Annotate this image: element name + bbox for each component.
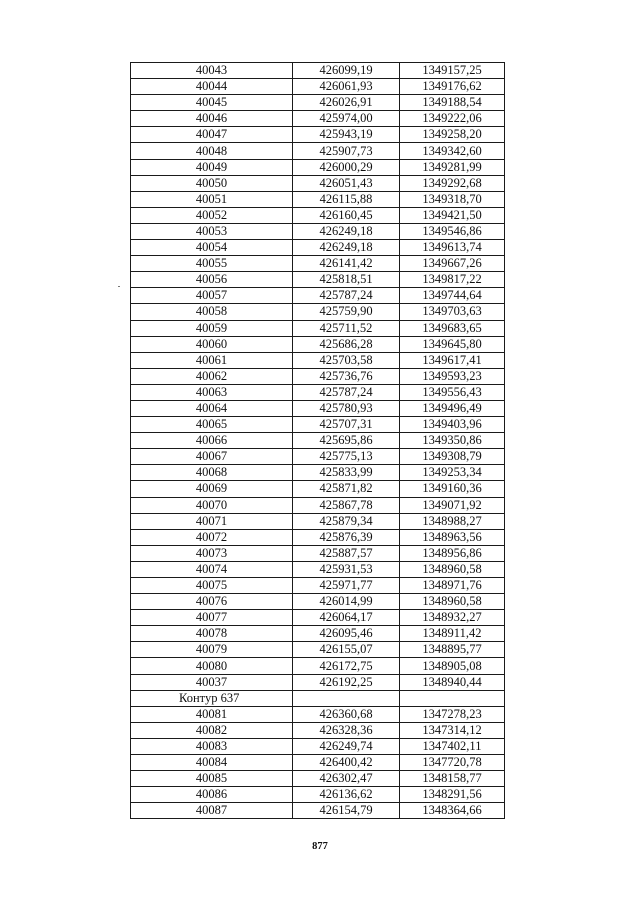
point-id-cell: 40080 (131, 658, 293, 674)
table-row (131, 803, 505, 819)
point-id-cell: 40053 (131, 223, 293, 239)
y-coordinate-cell: 1348905,08 (400, 658, 505, 674)
table-row (131, 256, 505, 272)
table-row (131, 175, 505, 191)
table-row (131, 352, 505, 368)
y-coordinate-cell: 1349683,65 (400, 320, 505, 336)
table-row (131, 449, 505, 465)
y-coordinate-cell: 1349593,23 (400, 368, 505, 384)
table-row (131, 304, 505, 320)
point-id-cell: 40046 (131, 111, 293, 127)
table-row (131, 433, 505, 449)
x-coordinate-cell: 425876,39 (293, 529, 400, 545)
point-id-cell: 40079 (131, 642, 293, 658)
table-row (131, 159, 505, 175)
x-coordinate-cell: 426155,07 (293, 642, 400, 658)
point-id-cell: 40050 (131, 175, 293, 191)
table-row (131, 384, 505, 400)
point-id-cell: 40062 (131, 368, 293, 384)
x-coordinate-cell: 425879,34 (293, 513, 400, 529)
y-coordinate-cell: 1348988,27 (400, 513, 505, 529)
point-id-cell: 40058 (131, 304, 293, 320)
x-coordinate-cell: 426160,45 (293, 207, 400, 223)
section-row (131, 690, 505, 706)
point-id-cell: 40087 (131, 803, 293, 819)
table-row (131, 513, 505, 529)
table-row (131, 143, 505, 159)
y-coordinate-cell: 1349071,92 (400, 497, 505, 513)
y-coordinate-cell: 1349546,86 (400, 223, 505, 239)
x-coordinate-cell: 426136,62 (293, 787, 400, 803)
y-coordinate-cell: 1348911,42 (400, 626, 505, 642)
x-coordinate-cell: 426400,42 (293, 755, 400, 771)
scan-speck (118, 286, 120, 287)
x-coordinate-cell: 426051,43 (293, 175, 400, 191)
x-coordinate-cell: 426061,93 (293, 79, 400, 95)
point-id-cell: 40072 (131, 529, 293, 545)
y-coordinate-cell: 1349176,62 (400, 79, 505, 95)
y-coordinate-cell: 1348971,76 (400, 578, 505, 594)
y-coordinate-cell: 1348158,77 (400, 771, 505, 787)
point-id-cell: 40047 (131, 127, 293, 143)
x-coordinate-cell: 426360,68 (293, 706, 400, 722)
table-row (131, 626, 505, 642)
point-id-cell: 40044 (131, 79, 293, 95)
point-id-cell: 40043 (131, 63, 293, 79)
table-row (131, 722, 505, 738)
y-coordinate-cell: 1348960,58 (400, 561, 505, 577)
x-coordinate-cell: 425759,90 (293, 304, 400, 320)
table-row (131, 207, 505, 223)
point-id-cell: 40086 (131, 787, 293, 803)
table-row (131, 368, 505, 384)
point-id-cell: 40049 (131, 159, 293, 175)
table-row (131, 578, 505, 594)
point-id-cell: 40057 (131, 288, 293, 304)
y-coordinate-cell: 1349403,96 (400, 417, 505, 433)
table-row (131, 288, 505, 304)
y-coordinate-cell: 1349160,36 (400, 481, 505, 497)
x-coordinate-cell: 426000,29 (293, 159, 400, 175)
table-row (131, 658, 505, 674)
table-row (131, 127, 505, 143)
y-coordinate-cell: 1349613,74 (400, 240, 505, 256)
table-row (131, 706, 505, 722)
y-coordinate-cell: 1348895,77 (400, 642, 505, 658)
table-row (131, 594, 505, 610)
x-coordinate-cell: 425907,73 (293, 143, 400, 159)
x-coordinate-cell: 425686,28 (293, 336, 400, 352)
point-id-cell: 40074 (131, 561, 293, 577)
point-id-cell: 40056 (131, 272, 293, 288)
y-coordinate-cell: 1347278,23 (400, 706, 505, 722)
y-coordinate-cell: 1348940,44 (400, 674, 505, 690)
point-id-cell: 40068 (131, 465, 293, 481)
y-coordinate-cell: 1348963,56 (400, 529, 505, 545)
x-coordinate-cell: 426141,42 (293, 256, 400, 272)
point-id-cell: 40066 (131, 433, 293, 449)
point-id-cell: 40083 (131, 738, 293, 754)
table-row (131, 79, 505, 95)
table-row (131, 771, 505, 787)
y-coordinate-cell: 1348956,86 (400, 545, 505, 561)
x-coordinate-cell: 426154,79 (293, 803, 400, 819)
y-coordinate-cell: 1349342,60 (400, 143, 505, 159)
y-coordinate-cell: 1349157,25 (400, 63, 505, 79)
y-coordinate-cell: 1347720,78 (400, 755, 505, 771)
point-id-cell: 40054 (131, 240, 293, 256)
point-id-cell: 40051 (131, 191, 293, 207)
x-coordinate-cell: 426064,17 (293, 610, 400, 626)
x-coordinate-cell: 426026,91 (293, 95, 400, 111)
y-coordinate-cell: 1349292,68 (400, 175, 505, 191)
x-coordinate-cell: 425971,77 (293, 578, 400, 594)
y-coordinate-cell: 1349703,63 (400, 304, 505, 320)
table-row (131, 545, 505, 561)
x-coordinate-cell: 425931,53 (293, 561, 400, 577)
coordinates-table (130, 62, 505, 819)
table-row (131, 95, 505, 111)
table-row (131, 63, 505, 79)
point-id-cell: 40084 (131, 755, 293, 771)
table-row (131, 417, 505, 433)
x-coordinate-cell: 425974,00 (293, 111, 400, 127)
point-id-cell: 40048 (131, 143, 293, 159)
x-coordinate-cell: 425787,24 (293, 384, 400, 400)
x-coordinate-cell: 425736,76 (293, 368, 400, 384)
x-coordinate-cell: 425818,51 (293, 272, 400, 288)
point-id-cell: 40052 (131, 207, 293, 223)
table-row (131, 240, 505, 256)
x-coordinate-cell: 425787,24 (293, 288, 400, 304)
y-coordinate-cell: 1349318,70 (400, 191, 505, 207)
y-coordinate-cell: 1348291,56 (400, 787, 505, 803)
y-coordinate-cell: 1349281,99 (400, 159, 505, 175)
point-id-cell: 40063 (131, 384, 293, 400)
x-coordinate-cell: 426099,19 (293, 63, 400, 79)
point-id-cell: 40071 (131, 513, 293, 529)
table-row (131, 465, 505, 481)
y-coordinate-cell: 1348364,66 (400, 803, 505, 819)
table-row (131, 610, 505, 626)
point-id-cell: 40075 (131, 578, 293, 594)
y-coordinate-cell: 1349496,49 (400, 400, 505, 416)
x-coordinate-cell: 426115,88 (293, 191, 400, 207)
table-row (131, 738, 505, 754)
table-row (131, 320, 505, 336)
point-id-cell: 40077 (131, 610, 293, 626)
point-id-cell: 40081 (131, 706, 293, 722)
x-coordinate-cell: 425780,93 (293, 400, 400, 416)
y-coordinate-cell: 1349667,26 (400, 256, 505, 272)
table-row (131, 111, 505, 127)
table-row (131, 755, 505, 771)
table-row (131, 223, 505, 239)
point-id-cell: 40065 (131, 417, 293, 433)
x-coordinate-cell: 426192,25 (293, 674, 400, 690)
table-row (131, 529, 505, 545)
table-row (131, 191, 505, 207)
point-id-cell: 40076 (131, 594, 293, 610)
point-id-cell: 40073 (131, 545, 293, 561)
point-id-cell: 40037 (131, 674, 293, 690)
point-id-cell: 40059 (131, 320, 293, 336)
x-coordinate-cell: 426014,99 (293, 594, 400, 610)
x-coordinate-cell: 426095,46 (293, 626, 400, 642)
x-coordinate-cell: 426302,47 (293, 771, 400, 787)
table-row (131, 497, 505, 513)
x-coordinate-cell: 425703,58 (293, 352, 400, 368)
point-id-cell: 40067 (131, 449, 293, 465)
y-coordinate-cell: 1349817,22 (400, 272, 505, 288)
section-label: Контур 637 (131, 690, 293, 706)
point-id-cell: 40061 (131, 352, 293, 368)
table-row (131, 787, 505, 803)
x-coordinate-cell: 425871,82 (293, 481, 400, 497)
point-id-cell: 40055 (131, 256, 293, 272)
table-row (131, 674, 505, 690)
y-coordinate-cell: 1349308,79 (400, 449, 505, 465)
point-id-cell: 40064 (131, 400, 293, 416)
x-coordinate-cell: 426249,18 (293, 240, 400, 256)
point-id-cell: 40085 (131, 771, 293, 787)
table-row (131, 561, 505, 577)
table-row (131, 336, 505, 352)
x-coordinate-cell: 426172,75 (293, 658, 400, 674)
y-coordinate-cell: 1349617,41 (400, 352, 505, 368)
point-id-cell: 40082 (131, 722, 293, 738)
x-coordinate-cell: 426328,36 (293, 722, 400, 738)
y-coordinate-cell: 1348960,58 (400, 594, 505, 610)
table-row (131, 481, 505, 497)
x-coordinate-cell: 425695,86 (293, 433, 400, 449)
point-id-cell: 40070 (131, 497, 293, 513)
y-coordinate-cell: 1349188,54 (400, 95, 505, 111)
table-row (131, 642, 505, 658)
point-id-cell: 40045 (131, 95, 293, 111)
empty-cell (400, 690, 505, 706)
x-coordinate-cell: 425943,19 (293, 127, 400, 143)
y-coordinate-cell: 1349744,64 (400, 288, 505, 304)
x-coordinate-cell: 425833,99 (293, 465, 400, 481)
x-coordinate-cell: 425711,52 (293, 320, 400, 336)
x-coordinate-cell: 426249,74 (293, 738, 400, 754)
coordinates-table-body (131, 63, 505, 819)
point-id-cell: 40078 (131, 626, 293, 642)
x-coordinate-cell: 426249,18 (293, 223, 400, 239)
y-coordinate-cell: 1347402,11 (400, 738, 505, 754)
y-coordinate-cell: 1349556,43 (400, 384, 505, 400)
table-row (131, 272, 505, 288)
y-coordinate-cell: 1348932,27 (400, 610, 505, 626)
x-coordinate-cell: 425775,13 (293, 449, 400, 465)
point-id-cell: 40069 (131, 481, 293, 497)
y-coordinate-cell: 1349253,34 (400, 465, 505, 481)
y-coordinate-cell: 1349645,80 (400, 336, 505, 352)
y-coordinate-cell: 1349350,86 (400, 433, 505, 449)
x-coordinate-cell: 425867,78 (293, 497, 400, 513)
x-coordinate-cell: 425707,31 (293, 417, 400, 433)
y-coordinate-cell: 1349421,50 (400, 207, 505, 223)
table-row (131, 400, 505, 416)
y-coordinate-cell: 1347314,12 (400, 722, 505, 738)
y-coordinate-cell: 1349258,20 (400, 127, 505, 143)
y-coordinate-cell: 1349222,06 (400, 111, 505, 127)
page-number: 877 (312, 841, 328, 852)
empty-cell (293, 690, 400, 706)
point-id-cell: 40060 (131, 336, 293, 352)
x-coordinate-cell: 425887,57 (293, 545, 400, 561)
